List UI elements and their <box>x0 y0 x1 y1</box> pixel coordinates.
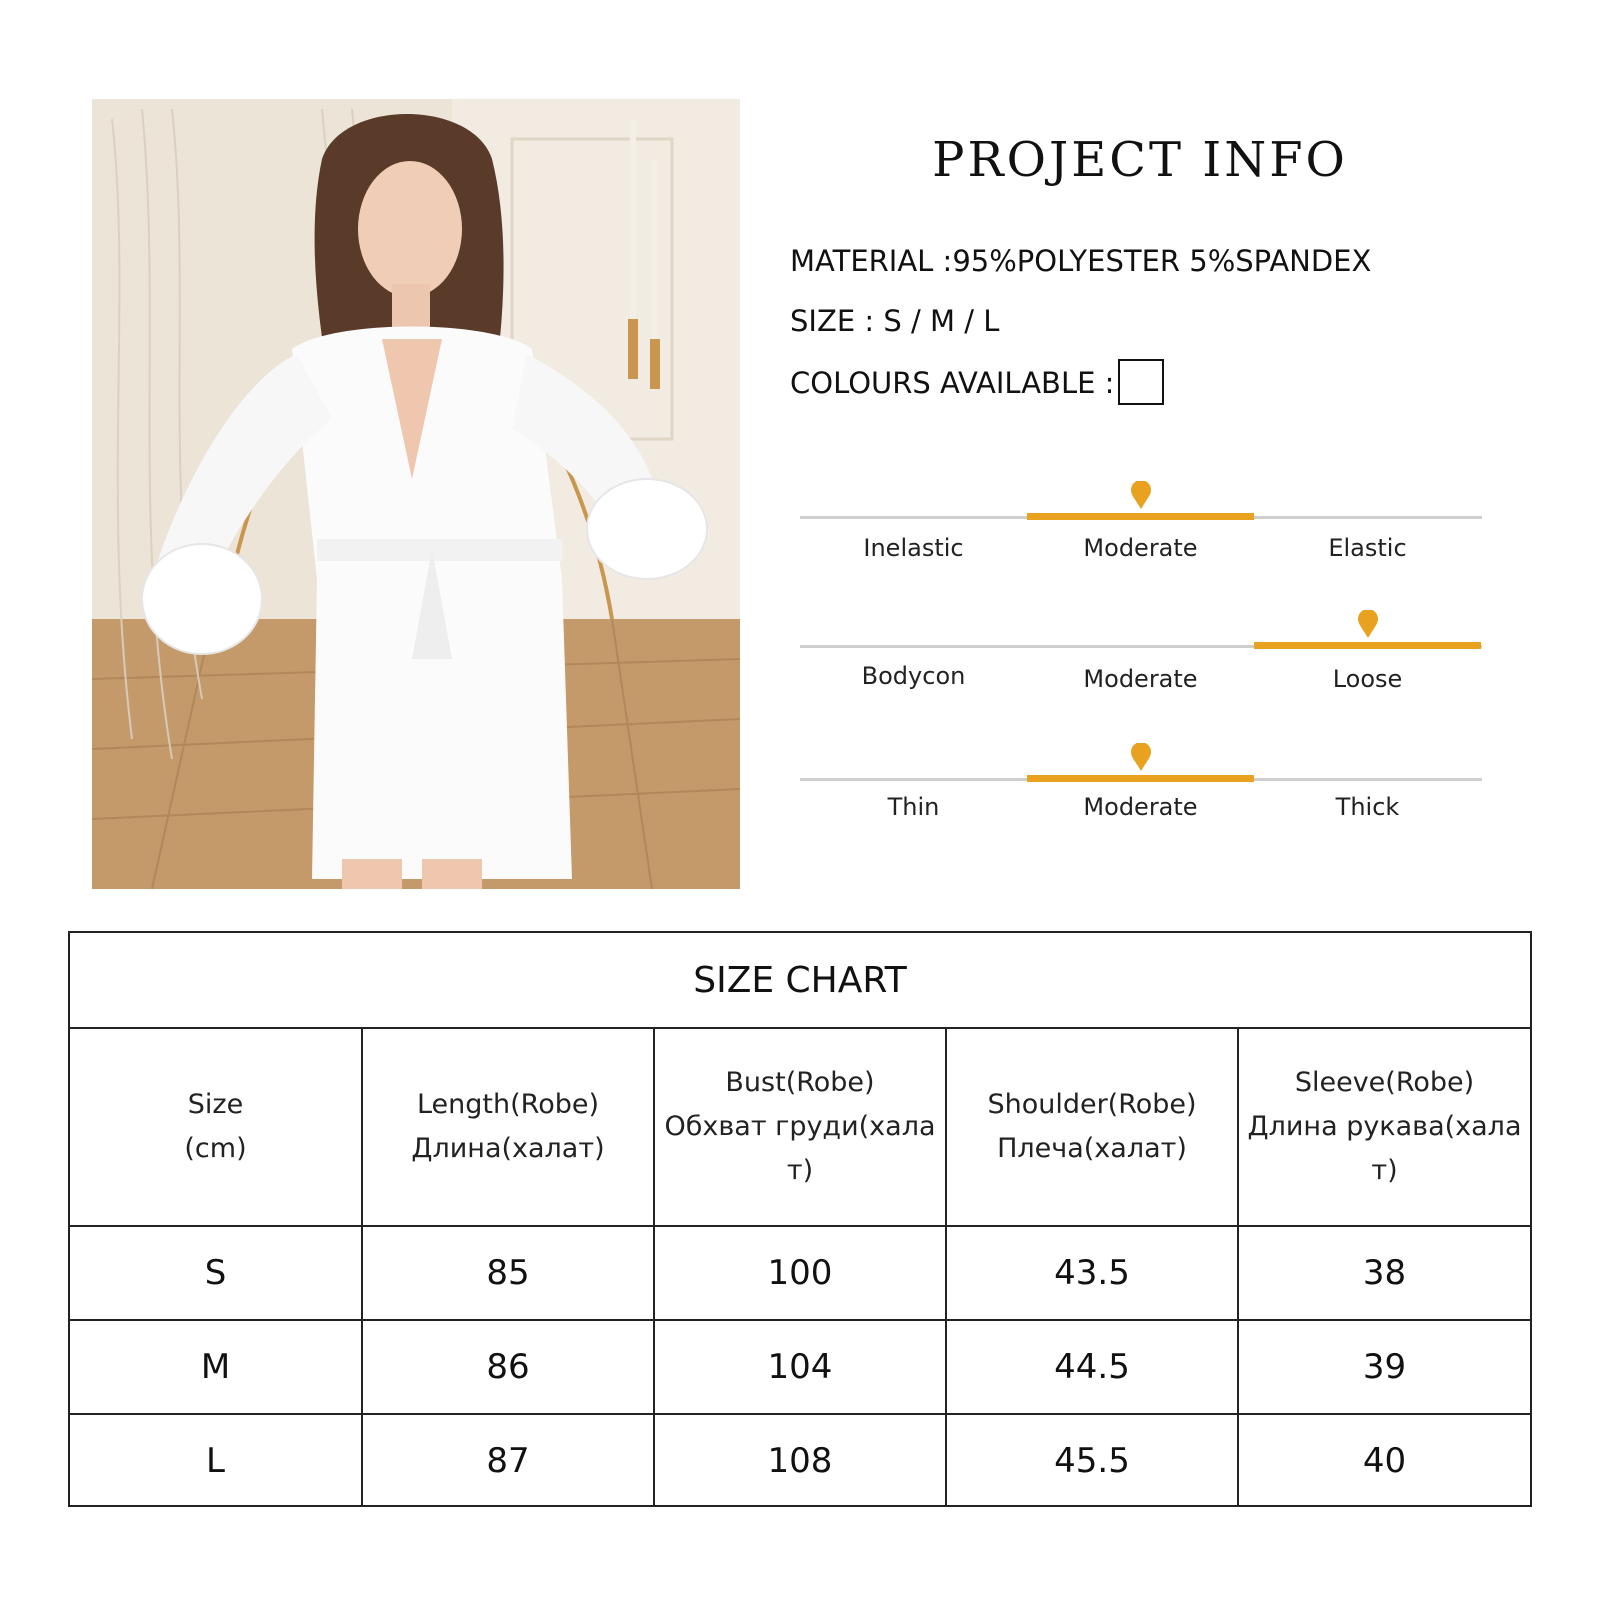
table-cell: L <box>70 1414 362 1507</box>
header-text: Длина(халат) <box>411 1133 605 1164</box>
table-cell: 44.5 <box>946 1320 1238 1414</box>
size-label: SIZE : <box>790 304 875 338</box>
product-photo <box>92 99 740 889</box>
scale-option-thin: Thin <box>887 793 940 821</box>
table-cell: 86 <box>362 1320 654 1414</box>
size-chart <box>68 931 1532 1507</box>
scale-option-moderate: Moderate <box>1083 534 1198 562</box>
size-value: S / M / L <box>883 304 1000 338</box>
scale-fill <box>1027 513 1254 520</box>
scale-marker-icon <box>1131 743 1151 771</box>
header-sleeve <box>1238 1029 1530 1226</box>
header-text: Length(Robe) <box>416 1089 599 1120</box>
thickness-scale <box>800 778 1482 868</box>
scale-marker-icon <box>1358 610 1378 638</box>
scale-option-loose: Loose <box>1332 665 1403 693</box>
table-cell: 108 <box>654 1414 946 1507</box>
scale-option-inelastic: Inelastic <box>863 534 964 562</box>
model-illustration <box>92 99 740 889</box>
header-text: т) <box>786 1155 814 1186</box>
colour-swatch-white[interactable] <box>1118 359 1164 405</box>
table-cell: M <box>70 1320 362 1414</box>
colours-line <box>790 362 1164 408</box>
size-line <box>790 304 999 338</box>
table-cell: 87 <box>362 1414 654 1507</box>
header-length <box>362 1029 654 1226</box>
scale-option-thick: Thick <box>1335 793 1400 821</box>
scale-option-elastic: Elastic <box>1328 534 1407 562</box>
table-cell: 43.5 <box>946 1226 1238 1320</box>
scale-option-moderate: Moderate <box>1083 665 1198 693</box>
stretch-scale <box>800 516 1482 606</box>
header-size <box>70 1029 362 1226</box>
fit-scale <box>800 645 1482 735</box>
header-text: Shoulder(Robe) <box>987 1089 1197 1120</box>
table-cell: 100 <box>654 1226 946 1320</box>
header-text: Обхват груди(хала <box>664 1111 936 1142</box>
header-text: Sleeve(Robe) <box>1294 1067 1475 1098</box>
scale-marker-icon <box>1131 481 1151 509</box>
header-shoulder <box>946 1029 1238 1226</box>
material-value: 95%POLYESTER 5%SPANDEX <box>952 244 1372 278</box>
table-cell: 38 <box>1238 1226 1530 1320</box>
material-label: MATERIAL : <box>790 244 953 278</box>
header-text: Плеча(халат) <box>997 1133 1187 1164</box>
header-text: (cm) <box>184 1133 247 1164</box>
scale-option-bodycon: Bodycon <box>861 662 966 690</box>
scale-fill <box>1027 775 1254 782</box>
table-cell: S <box>70 1226 362 1320</box>
colours-label: COLOURS AVAILABLE : <box>790 366 1115 400</box>
table-cell: 45.5 <box>946 1414 1238 1507</box>
header-bust <box>654 1029 946 1226</box>
size-chart-table <box>70 1029 1530 1507</box>
table-cell: 39 <box>1238 1320 1530 1414</box>
table-row <box>70 1226 1530 1320</box>
material-line <box>790 244 1371 278</box>
header-text: Длина рукава(хала <box>1247 1111 1522 1142</box>
size-chart-header-row <box>70 1029 1530 1226</box>
header-text: Size <box>187 1089 244 1120</box>
table-cell: 85 <box>362 1226 654 1320</box>
project-info-title: PROJECT INFO <box>932 132 1348 188</box>
scale-option-moderate: Moderate <box>1083 793 1198 821</box>
table-row <box>70 1320 1530 1414</box>
table-cell: 104 <box>654 1320 946 1414</box>
table-row <box>70 1414 1530 1507</box>
header-text: Bust(Robe) <box>725 1067 875 1098</box>
scale-fill <box>1254 642 1481 649</box>
header-text: т) <box>1371 1155 1398 1186</box>
table-cell: 40 <box>1362 1441 1407 1481</box>
size-chart-title: SIZE CHART <box>70 933 1530 1029</box>
